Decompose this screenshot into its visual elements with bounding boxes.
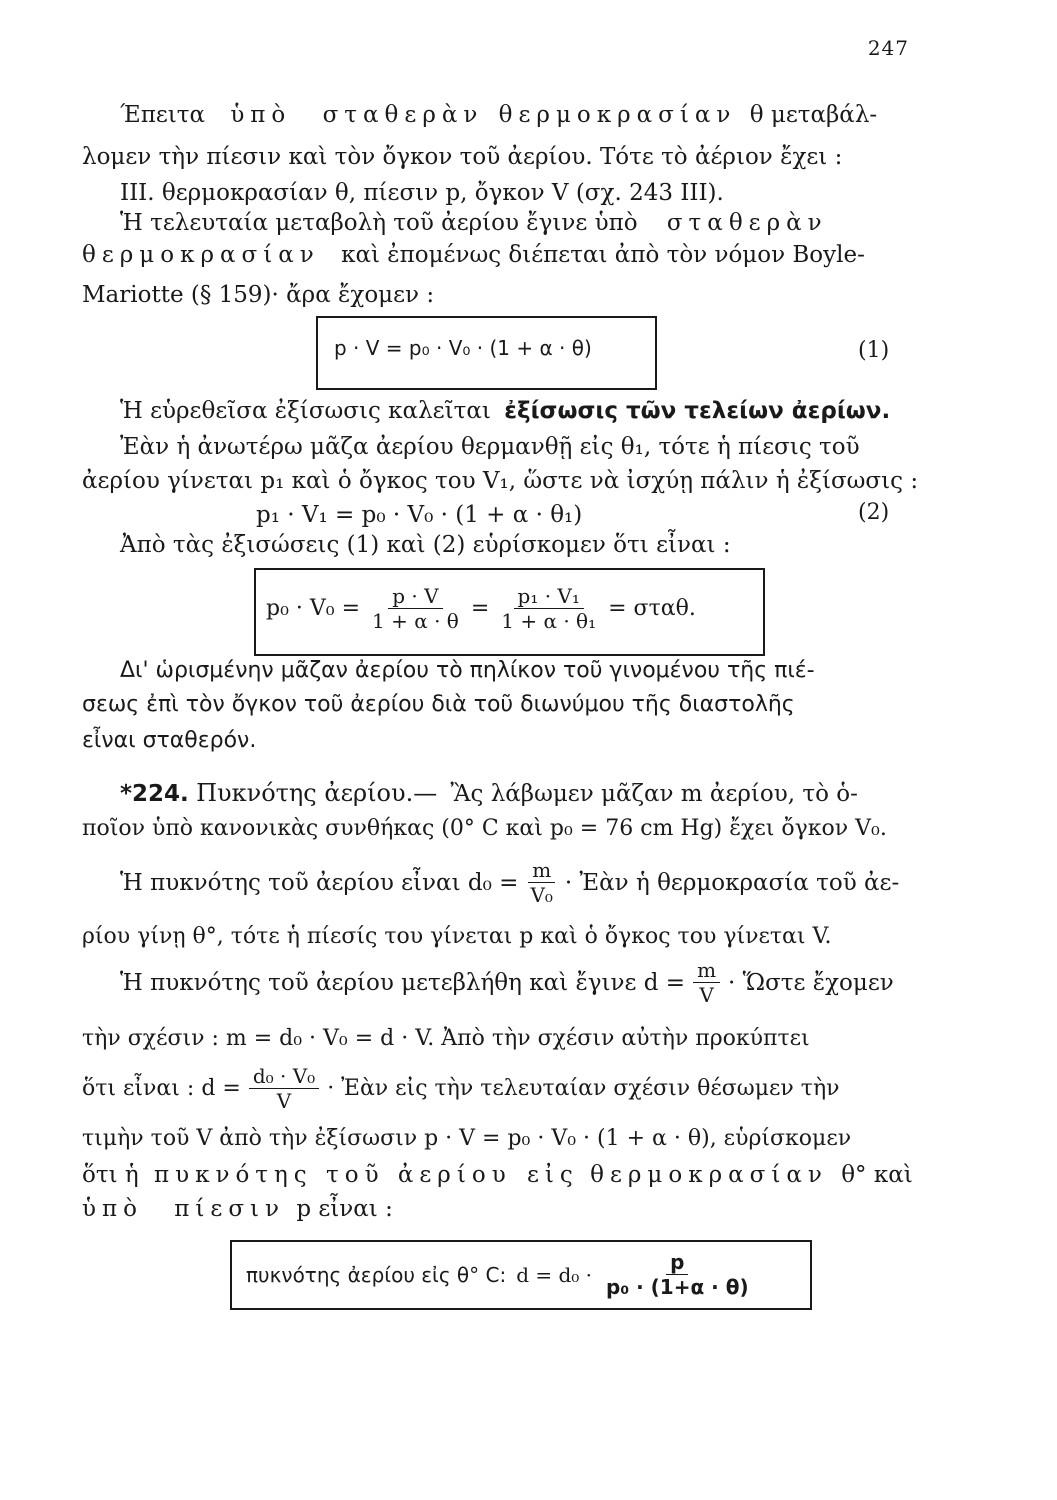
density-formula-label: πυκνότης ἀερίου εἰς θ° C: <box>246 1262 507 1287</box>
density-formula-box <box>230 1240 812 1310</box>
section-title: Πυκνότης ἀερίου.— <box>196 779 438 807</box>
equation-1-number: (1) <box>858 338 890 363</box>
equation-3 <box>266 584 696 633</box>
p1-line-3: III. θερμοκρασίαν θ, πίεσιν p, ὄγκον V (σχ. 243 III). <box>120 180 724 206</box>
section-224-line-6: τὴν σχέσιν : m = d₀ · V₀ = d · V. Ἀπὸ τὴν σχέσιν αὐτὴν προκύπτει <box>82 1026 810 1051</box>
p2-line-1: Ἡ εὑρεθεῖσα ἐξίσωσις καλεῖται ἐξίσωσις τῶν τελείων ἀερίων. <box>120 398 891 424</box>
equation-2: p₁ · V₁ = p₀ · V₀ · (1 + α · θ₁) <box>256 502 583 528</box>
density-formula <box>246 1250 753 1299</box>
p2-line-4: Ἀπὸ τὰς ἐξισώσεις (1) καὶ (2) εὑρίσκομεν ὅτι εἶναι : <box>120 532 731 558</box>
page-number: 247 <box>867 36 909 60</box>
density-formula-lhs: d = d₀ · <box>516 1262 593 1287</box>
p3-line-3: εἶναι σταθερόν. <box>82 728 257 753</box>
eq3-lhs: p₀ · V₀ = <box>266 596 361 621</box>
section-224-line-1: *224. Πυκνότης ἀερίου.— Ἂς λάβωμεν μᾶζαν m ἀερίου, τὸ ὁ- <box>120 779 858 807</box>
equation-1: p · V = p₀ · V₀ · (1 + α · θ) <box>334 336 592 360</box>
section-224-line-2: ποῖον ὑπὸ κανονικὰς συνθήκας (0° C καὶ p₀ = 76 cm Hg) ἔχει ὄγκον V₀. <box>82 816 887 841</box>
section-224-line-8: τιμὴν τοῦ V ἀπὸ τὴν ἐξίσωσιν p · V = p₀ · V₀ · (1 + α · θ), εὑρίσκομεν <box>82 1126 852 1151</box>
section-224-line-7: ὅτι εἶναι : d = $\frac{\text{d₀ · V₀}}{V}$ · Ἐὰν εἰς τὴν τελευταίαν σχέσιν θέσωμεν τὴν <box>82 1064 840 1113</box>
p1-line-4: Ἡ τελευταία μεταβολὴ τοῦ ἀερίου ἔγινε ὑπὸ σταθερὰν <box>120 210 828 236</box>
eq3-equals: = <box>470 596 490 621</box>
section-224-line-10: ὑπὸ πίεσιν p εἶναι : <box>82 1196 393 1222</box>
section-224-line-9: ὅτι ἡ πυκνότης τοῦ ἀερίου εἰς θερμοκρασίαν θ° καὶ <box>82 1162 913 1188</box>
section-224-line-3: Ἡ πυκνότης τοῦ ἀερίου εἶναι d₀ = $\frac{m}{\text{V₀}}$ · Ἐὰν ἡ θερμοκρασία τοῦ ἀε- <box>120 858 900 907</box>
eq3-rhs: = σταθ. <box>608 596 696 621</box>
equation-1-box <box>316 316 657 390</box>
section-224-line-5: Ἡ πυκνότης τοῦ ἀερίου μετεβλήθη καὶ ἔγινε d = $\frac{m}{V}$ · Ὥστε ἔχομεν <box>120 958 894 1007</box>
p1-line-2: λομεν τὴν πίεσιν καὶ τὸν ὄγκον τοῦ ἀερίου. Τότε τὸ ἀέριον ἔχει : <box>82 144 843 170</box>
p1-line-1: Έπειτα ὑπὸ σταθερὰν θερμοκρασίαν θ μεταβάλ- <box>120 102 878 128</box>
eq3-fraction-1: $\frac{p \cdot V}{1 + \alpha \cdot \theta}$ <box>372 584 459 633</box>
p3-line-1: Δι' ὡρισμένην μᾶζαν ἀερίου τὸ πηλίκον τοῦ γινομένου τῆς πιέ- <box>120 658 815 683</box>
p1-line-5: θερμοκρασίαν καὶ ἐπομένως διέπεται ἀπὸ τὸν νόμον Boyle- <box>82 242 865 268</box>
equation-3-box <box>254 568 765 656</box>
density-formula-fraction: $\frac{p}{\text{p₀ · (1+α · θ)}}$ <box>606 1250 749 1299</box>
section-224-line-4: ρίου γίνῃ θ°, τότε ἡ πίεσίς του γίνεται p καὶ ὁ ὄγκος του γίνεται V. <box>82 924 832 949</box>
section-number: *224. <box>120 781 189 807</box>
eq3-fraction-2: $\frac{\text{p₁ · V₁}}{\text{1 + α · θ₁}}$ <box>501 584 597 633</box>
p2-line-3: ἀερίου γίνεται p₁ καὶ ὁ ὄγκος του V₁, ὥστε νὰ ἰσχύῃ πάλιν ἡ ἐξίσωσις : <box>82 468 919 494</box>
p3-line-2: σεως ἐπὶ τὸν ὄγκον τοῦ ἀερίου διὰ τοῦ διωνύμου τῆς διαστολῆς <box>82 692 795 717</box>
p2-line-2: Ἐὰν ἡ ἀνωτέρω μᾶζα ἀερίου θερμανθῇ εἰς θ₁, τότε ἡ πίεσις τοῦ <box>120 434 860 460</box>
p1-line-6: Mariotte (§ 159)· ἄρα ἔχομεν : <box>82 282 435 308</box>
equation-2-number: (2) <box>858 500 890 525</box>
